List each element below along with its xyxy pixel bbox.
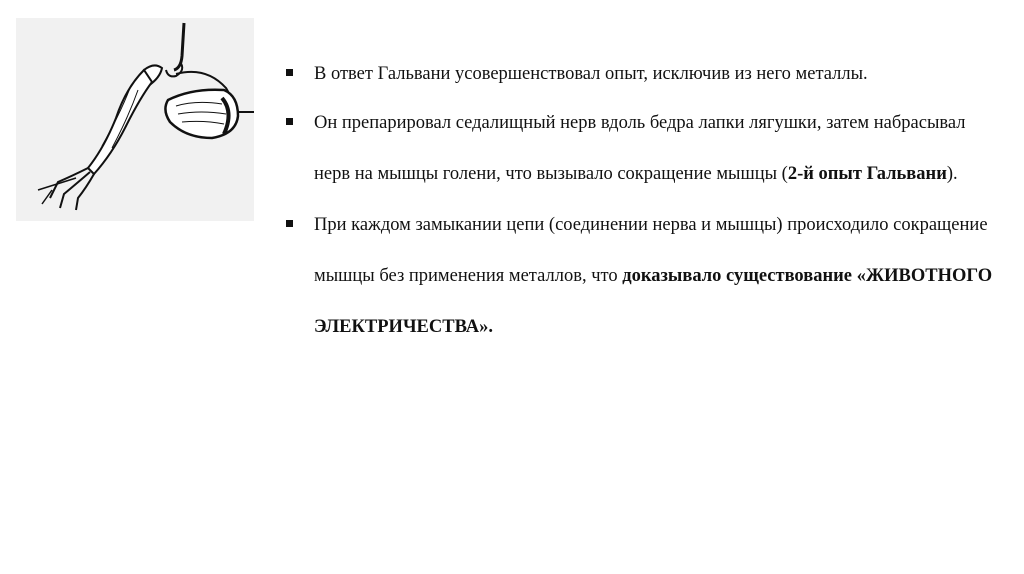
bullet-text-bold: доказывало существование «ЖИВОТНОГО ЭЛЕКТРИЧЕСТВА». bbox=[314, 266, 993, 337]
frog-leg-illustration bbox=[16, 18, 254, 221]
bullet-text-bold: 2-й опыт Гальвани bbox=[787, 164, 947, 184]
bullet-item bbox=[286, 50, 1006, 98]
bullet-square-icon bbox=[286, 118, 293, 125]
frog-leg-nerve-icon bbox=[16, 18, 254, 221]
text-content bbox=[286, 50, 1006, 353]
bullet-text: ). bbox=[946, 164, 958, 184]
bullet-square-icon bbox=[286, 69, 293, 76]
bullet-text: В ответ Гальвани усовершенствовал опыт, исключив из него металлы. bbox=[314, 64, 868, 84]
bullet-square-icon bbox=[286, 220, 293, 227]
bullet-text: Он препарировал седалищный нерв вдоль бедра лапки лягушки, затем набрасывал нерв на мышцы голени, что вызывало сокращение мышцы ( bbox=[314, 113, 966, 184]
bullet-text: При каждом замыкании цепи (соединении нерва и мышцы) происходило сокращение мышцы без применения металлов, что bbox=[314, 215, 988, 286]
bullet-item bbox=[286, 200, 1006, 353]
bullet-item bbox=[286, 98, 1006, 200]
